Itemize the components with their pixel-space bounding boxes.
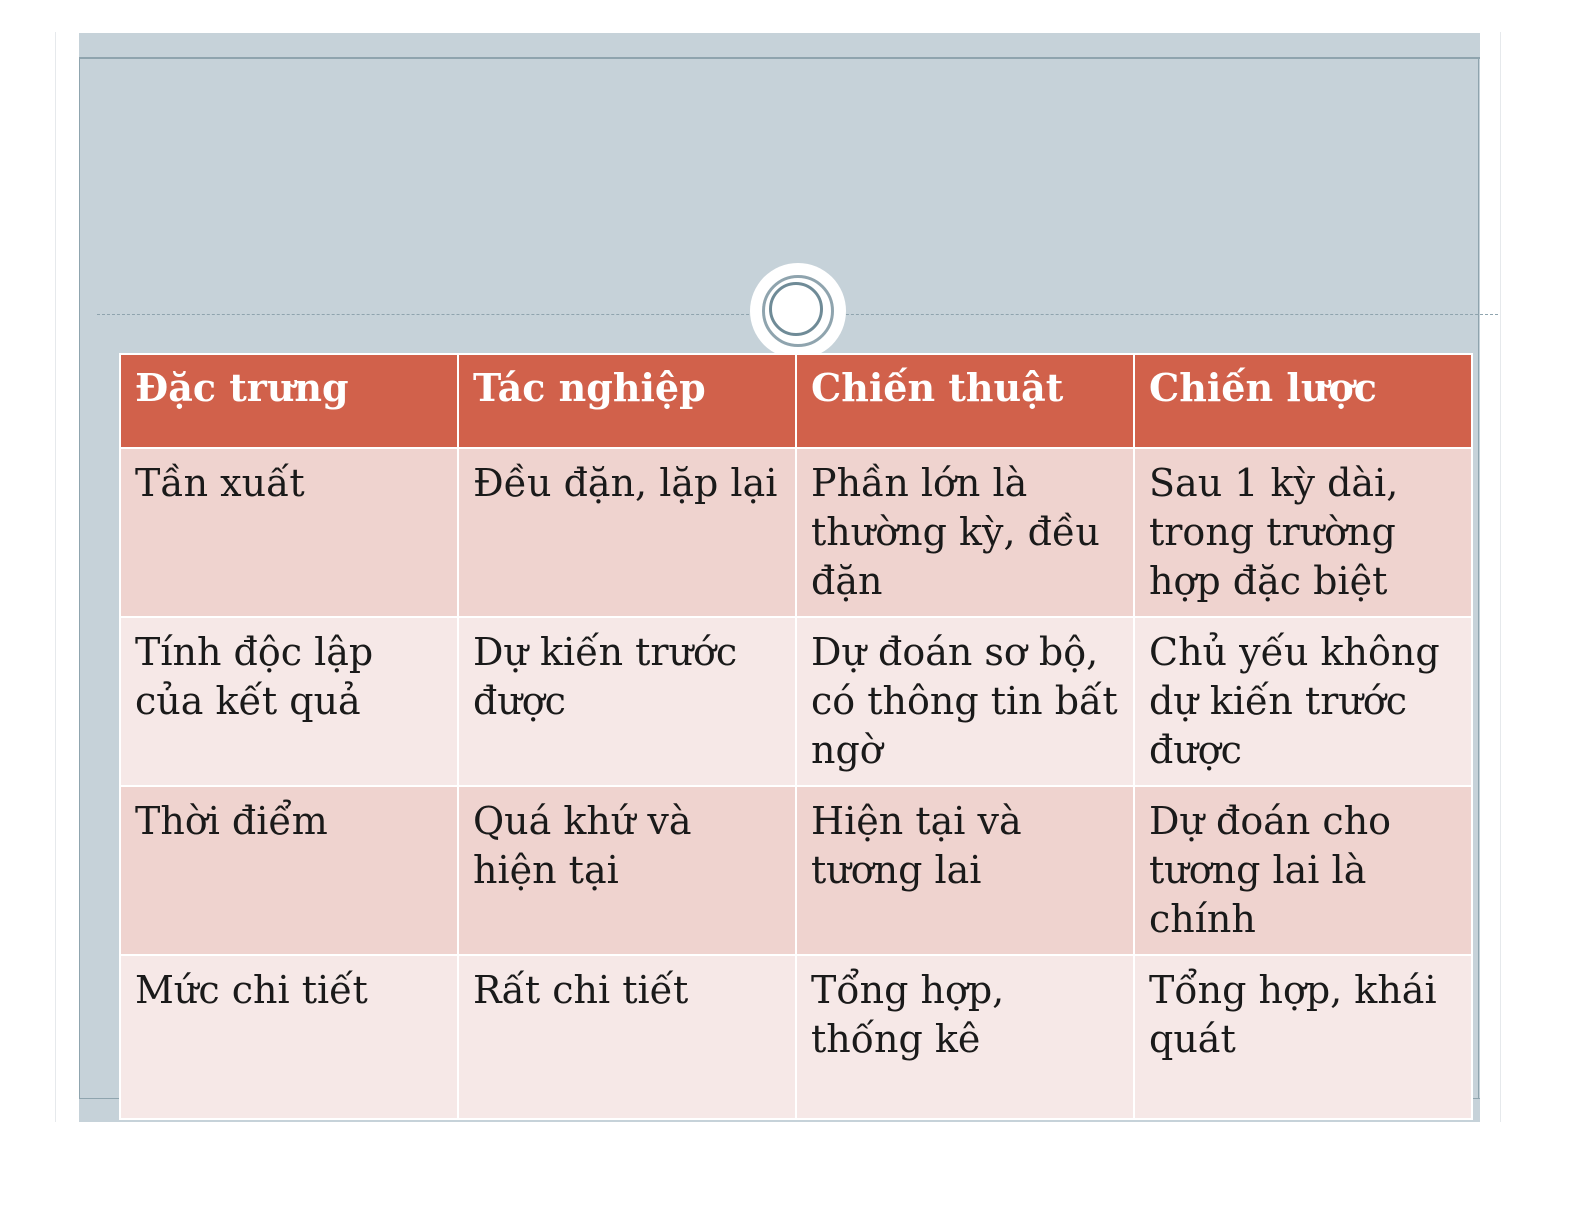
comparison-table — [119, 353, 1473, 1120]
header-cell-strategic: Chiến lược — [1134, 354, 1472, 448]
ornament-inner-ring — [769, 282, 823, 336]
table-cell: Dự đoán cho tương lai là chính — [1134, 786, 1472, 955]
slide-top-rule — [79, 57, 1480, 59]
table-cell: Tần xuất — [120, 448, 458, 617]
table-row — [120, 617, 1472, 786]
table-cell: Hiện tại và tương lai — [796, 786, 1134, 955]
header-cell-characteristic: Đặc trưng — [120, 354, 458, 448]
slide-right-rule — [1478, 57, 1479, 1099]
table-row — [120, 786, 1472, 955]
table-cell: Tổng hợp, thống kê — [796, 955, 1134, 1119]
table-header-row — [120, 354, 1472, 448]
table-cell: Mức chi tiết — [120, 955, 458, 1119]
table-cell: Sau 1 kỳ dài, trong trường hợp đặc biệt — [1134, 448, 1472, 617]
table-row — [120, 448, 1472, 617]
table-cell: Quá khứ và hiện tại — [458, 786, 796, 955]
table-cell: Thời điểm — [120, 786, 458, 955]
table-cell: Đều đặn, lặp lại — [458, 448, 796, 617]
table-cell: Tổng hợp, khái quát — [1134, 955, 1472, 1119]
table-cell: Dự đoán sơ bộ, có thông tin bất ngờ — [796, 617, 1134, 786]
header-cell-tactical: Chiến thuật — [796, 354, 1134, 448]
table-cell: Chủ yếu không dự kiến trước được — [1134, 617, 1472, 786]
slide-left-rule — [79, 57, 80, 1099]
table-cell: Dự kiến trước được — [458, 617, 796, 786]
table-cell: Tính độc lập của kết quả — [120, 617, 458, 786]
table-cell: Phần lớn là thường kỳ, đều đặn — [796, 448, 1134, 617]
table-row — [120, 955, 1472, 1119]
header-cell-operational: Tác nghiệp — [458, 354, 796, 448]
table-cell: Rất chi tiết — [458, 955, 796, 1119]
circle-ornament-icon — [750, 263, 846, 359]
